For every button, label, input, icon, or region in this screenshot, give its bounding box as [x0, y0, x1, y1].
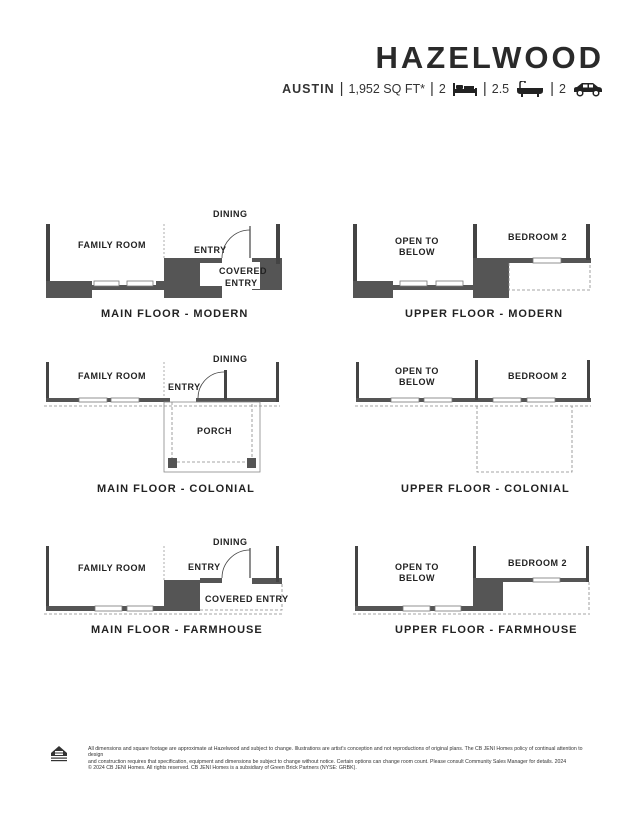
separator: |: [482, 80, 487, 97]
room-label: ENTRY: [188, 562, 221, 572]
room-label: COVERED ENTRY: [205, 594, 289, 604]
separator: |: [339, 80, 344, 97]
separator: |: [429, 80, 434, 97]
room-label: FAMILY ROOM: [78, 240, 147, 250]
main-floor-modern-plan: [46, 209, 282, 298]
legal-disclaimer: [88, 746, 598, 771]
room-label: OPEN TO: [395, 562, 439, 572]
equal-housing-icon: [49, 745, 69, 763]
plan-caption: MAIN FLOOR - COLONIAL: [97, 483, 255, 495]
room-label: BELOW: [399, 247, 435, 257]
room-label: FAMILY ROOM: [78, 563, 147, 573]
room-label: ENTRY: [168, 382, 201, 392]
room-label: OPEN TO: [395, 236, 439, 246]
room-label: PORCH: [197, 426, 233, 436]
main-floor-colonial-plan: [44, 354, 280, 472]
disclaimer-line: All dimensions and square footage are approximate at Hazelwood and subject to change. Illustrations are artist's conception and not reproductions of original plans. The CB JENI Homes policy of continual attention to design: [88, 746, 583, 759]
bedroom-count: 2: [438, 81, 446, 96]
room-label: DINING: [213, 537, 248, 547]
main-floor-farmhouse-plan: [44, 537, 289, 614]
plan-caption: UPPER FLOOR - MODERN: [405, 308, 564, 320]
room-label: ENTRY: [225, 278, 258, 288]
city-label: AUSTIN: [282, 81, 335, 96]
upper-floor-farmhouse-plan: [353, 546, 590, 614]
plan-caption: UPPER FLOOR - COLONIAL: [401, 483, 570, 495]
room-label: ENTRY: [194, 245, 227, 255]
room-label: FAMILY ROOM: [78, 371, 147, 381]
room-label: BELOW: [399, 573, 435, 583]
plan-title: HAZELWOOD: [375, 40, 604, 75]
upper-floor-colonial-plan: [355, 360, 591, 472]
garage-count: 2: [559, 81, 566, 96]
room-label: DINING: [213, 354, 248, 364]
disclaimer-line: and construction requires that specification, equipment and dimensions be subject to change without notice. Certain options can change room count. Please consult Community Sales Manager for details. 2024: [88, 758, 567, 765]
bathroom-count: 2.5: [491, 81, 510, 96]
plan-caption: MAIN FLOOR - FARMHOUSE: [91, 624, 263, 636]
room-label: BELOW: [399, 377, 435, 387]
upper-floor-modern-plan: [353, 224, 591, 298]
square-footage: 1,952 SQ FT*: [348, 81, 425, 96]
plan-caption: UPPER FLOOR - FARMHOUSE: [395, 624, 578, 636]
separator: |: [550, 80, 555, 97]
room-label: BEDROOM 2: [508, 371, 568, 381]
room-label: DINING: [213, 209, 248, 219]
room-label: COVERED: [219, 266, 268, 276]
disclaimer-line: © 2024 CB JENI Homes. All rights reserved. CB JENI Homes is a subsidiary of Green Brick Partners (NYSE: GRBK).: [88, 764, 357, 771]
room-label: BEDROOM 2: [508, 232, 568, 242]
room-label: BEDROOM 2: [508, 558, 568, 568]
plan-caption: MAIN FLOOR - MODERN: [101, 308, 249, 320]
room-label: OPEN TO: [395, 366, 439, 376]
